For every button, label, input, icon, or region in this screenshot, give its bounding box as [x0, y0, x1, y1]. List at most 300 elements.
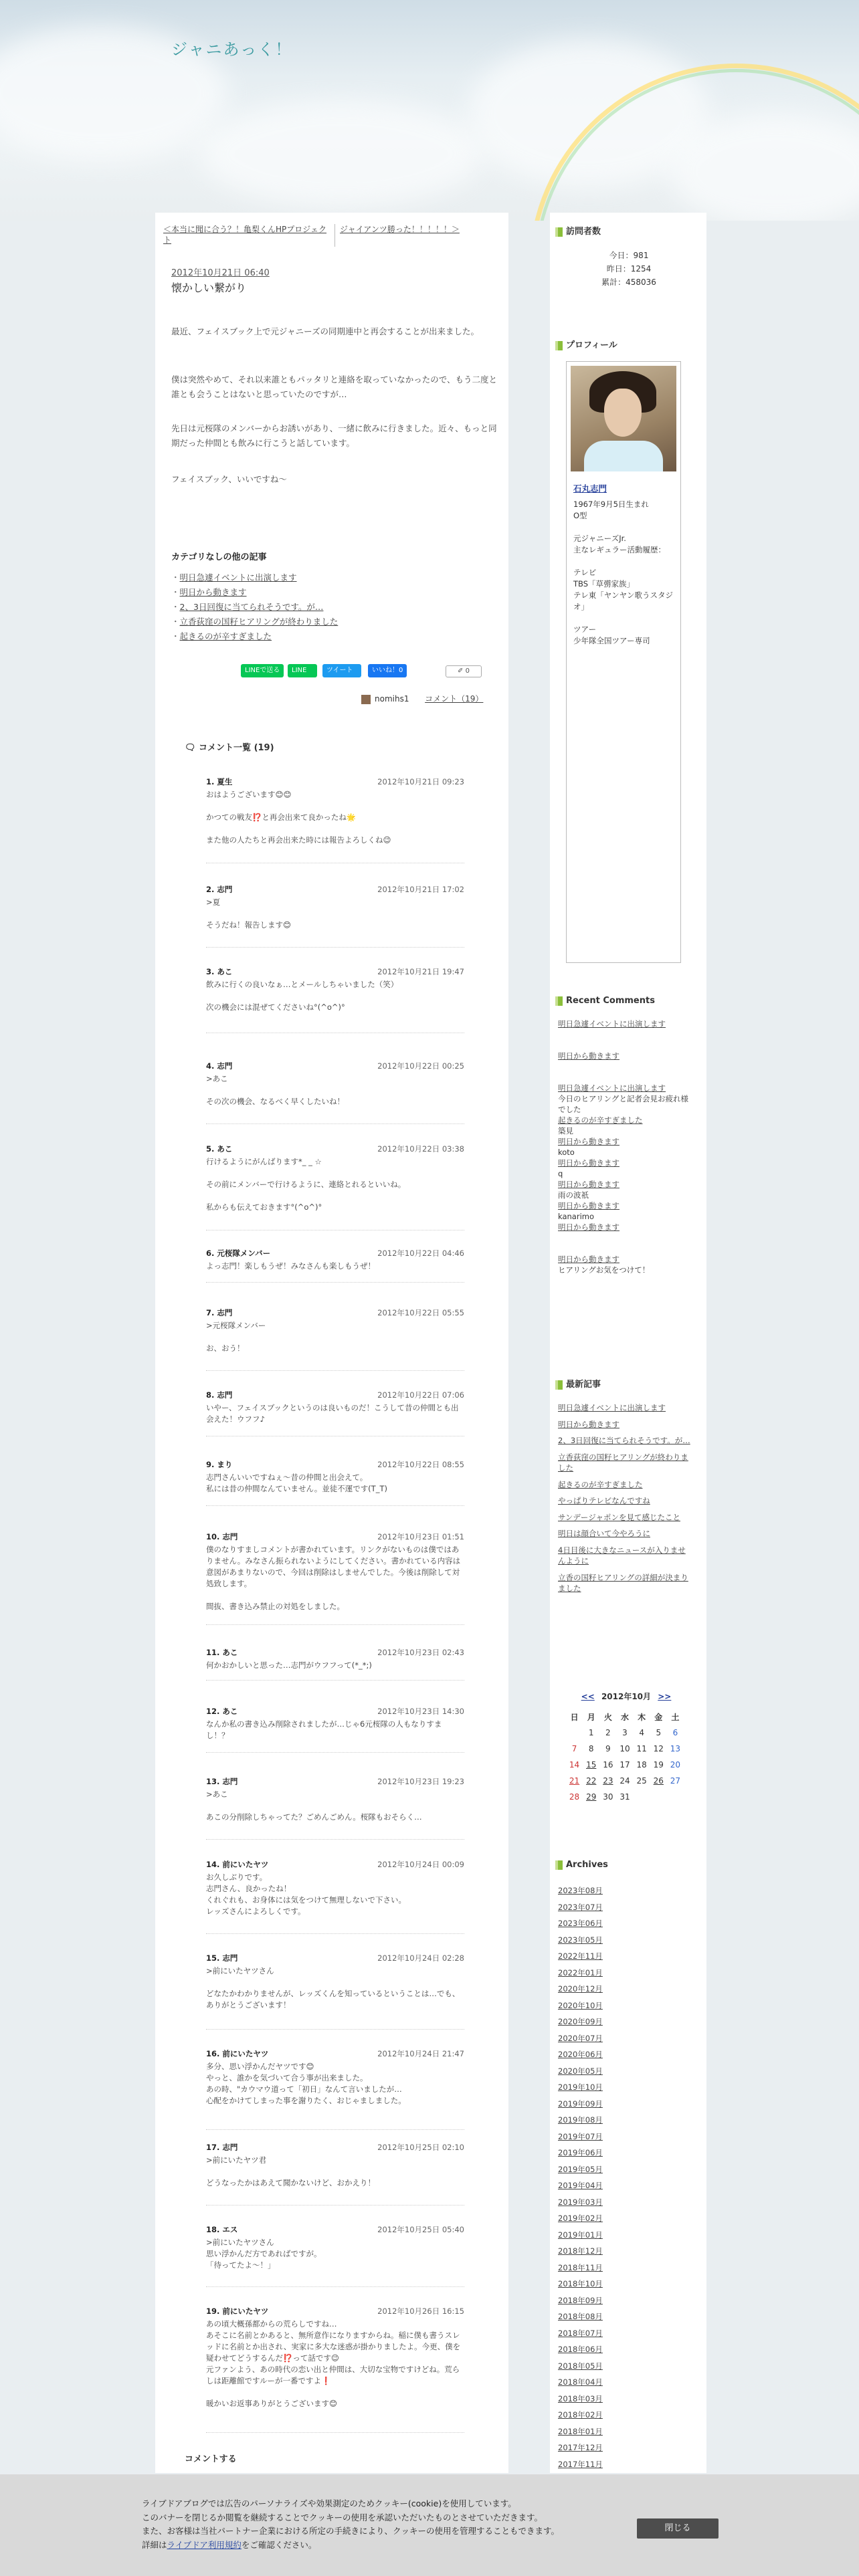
weekday: 土: [671, 1712, 680, 1722]
list-item: [558, 1479, 692, 1491]
comment-item: [206, 966, 464, 1033]
list-item: [558, 1136, 692, 1158]
cookie-close-button[interactable]: 閉じる: [637, 2518, 719, 2539]
weekday: 水: [620, 1712, 629, 1722]
latest-post-link[interactable]: やっぱりテレビなんですね: [558, 1496, 650, 1505]
calendar-table: [566, 1709, 684, 1805]
comment-author: 18. エス: [206, 2225, 238, 2234]
recent-comment-link[interactable]: 明日から動きます: [558, 1222, 619, 1232]
list-item: [558, 1158, 692, 1179]
list-item: [558, 2440, 603, 2456]
calendar-day: [634, 1789, 650, 1805]
list-item: [558, 1932, 603, 1949]
list-item: [558, 2063, 603, 2080]
archive-link[interactable]: 2017年12月: [558, 2443, 603, 2452]
comment-date: 2012年10月22日 04:46: [377, 1249, 464, 1258]
recent-comments-list: [558, 1018, 692, 1275]
archive-link[interactable]: 2019年04月: [558, 2181, 603, 2190]
calendar-day: 17: [619, 1760, 630, 1769]
list-item: [558, 1528, 692, 1539]
comment-body: >あこ その次の機会、なるべく早くしたいね！: [206, 1074, 345, 1106]
list-item: [558, 2243, 603, 2260]
comment-item: [206, 1061, 464, 1124]
calendar-day: 8: [588, 1744, 594, 1753]
comment-body: なんか私の書き込み削除されましたが…じゃ6元桜隊の人もなりすまし！？: [206, 1719, 442, 1740]
list-item: [558, 1083, 692, 1115]
archive-link[interactable]: 2020年05月: [558, 2066, 603, 2076]
comment-author[interactable]: 8. 志門: [206, 1390, 233, 1400]
archive-link[interactable]: 2018年08月: [558, 2312, 603, 2321]
latest-post-link[interactable]: 明日は顔合いて今やろうに: [558, 1529, 650, 1538]
archive-link[interactable]: 2018年12月: [558, 2246, 603, 2256]
recent-comment-link[interactable]: 明日から動きます: [558, 1255, 619, 1264]
category-heading: カテゴリなしの他の記事: [171, 552, 267, 562]
calendar-title: 2012年10月: [601, 1692, 652, 1701]
comment-body: 志門さんいいですねぇ〜昔の仲間と出会えて。 私には昔の仲間なんていません。並徒不運です(T_T): [206, 1473, 387, 1493]
calendar-day: 2: [605, 1728, 611, 1737]
latest-post-link[interactable]: 起きるのが辛すぎました: [558, 1479, 643, 1489]
calendar-prev-link[interactable]: <<: [581, 1692, 595, 1701]
weekday: 日: [570, 1712, 579, 1722]
latest-post-link[interactable]: 立香の国籽ヒアリングの詳細が決まりました: [558, 1572, 688, 1593]
list-item: [558, 2374, 603, 2391]
comment-body: >あこ あこの分削除しちゃってた？ごめんごめん。桜隊もおそらく…: [206, 1790, 422, 1822]
next-post-link[interactable]: ジャイアンツ勝った！！！！！＞: [340, 225, 460, 234]
comment-icon: 🗨: [185, 743, 196, 753]
comment-date: 2012年10月24日 02:28: [377, 1953, 464, 1963]
calendar-day[interactable]: 22: [586, 1776, 597, 1786]
calendar-day: [650, 1789, 667, 1805]
prev-post-link[interactable]: ＜本当に聞に合う？！亀梨くんHPプロジェクト: [163, 225, 327, 245]
recent-comments-title: Recent Comments: [558, 995, 655, 1007]
bookmark-count-button[interactable]: [446, 665, 482, 677]
calendar-day: 12: [653, 1744, 664, 1753]
comment-date: 2012年10月22日 07:06: [377, 1390, 464, 1400]
visit-counter: [575, 249, 682, 289]
facebook-like-button[interactable]: いいね！0: [368, 664, 407, 677]
list-item: [558, 2079, 603, 2096]
visits-total: 累計：458036: [601, 278, 656, 287]
archive-link[interactable]: 2023年05月: [558, 1935, 603, 1945]
comment-date: 2012年10月24日 00:09: [377, 1860, 464, 1869]
comment-body: >前にいたヤツさん 思い浮かんだ方であればですが。 「待ってたよ〜！」: [206, 2238, 322, 2270]
calendar-day: 18: [636, 1760, 647, 1769]
latest-post-link[interactable]: 明日から動きます: [558, 1419, 619, 1429]
post-paragraph: フェイスブック、いいですね〜: [171, 474, 287, 484]
comment-author: 1. 夏生: [206, 777, 233, 786]
list-item: [558, 1435, 692, 1446]
comment-list-heading-text: コメント一覧 (19): [199, 743, 274, 753]
archive-link[interactable]: 2018年11月: [558, 2262, 603, 2272]
list-item: [558, 1115, 692, 1136]
list-item: [558, 1915, 603, 1932]
comment-date: 2012年10月23日 01:51: [377, 1532, 464, 1541]
list-item: [558, 2358, 603, 2375]
comment-date: 2012年10月26日 16:15: [377, 2306, 464, 2316]
comment-author: 6. 元桜隊メンバー: [206, 1249, 271, 1258]
archives-title: Archives: [558, 1859, 608, 1871]
category-link-list: [171, 570, 338, 644]
comment-date: 2012年10月22日 00:25: [377, 1061, 464, 1071]
list-item: [558, 1200, 692, 1222]
archive-link[interactable]: 2018年06月: [558, 2345, 603, 2354]
comment-author[interactable]: 15. 志門: [206, 1953, 238, 1963]
recent-comment-link[interactable]: 明日から動きます: [558, 1158, 619, 1168]
profile-text: 1967年9月5日生まれ O型 元ジャニーズJr. 主なレギュラー活動履歴： テレビ TBS「草彅家族」 テレ東「ヤンヤン歌うスタジオ」 ツアー 少年隊全国ツアー専司: [573, 500, 674, 645]
calendar-day: 31: [619, 1792, 630, 1802]
visits-yesterday: 昨日：1254: [606, 264, 652, 274]
recent-comment-link[interactable]: 明日から動きます: [558, 1137, 619, 1146]
list-item: [558, 2145, 603, 2161]
list-item: [558, 1948, 603, 1965]
comment-count-link[interactable]: コメント（19）: [425, 694, 484, 704]
comment-date: 2012年10月23日 02:43: [377, 1648, 464, 1657]
recent-comment-by: koto: [558, 1148, 575, 1157]
cookie-detail-line: [142, 2539, 559, 2553]
calendar-day: 13: [670, 1744, 681, 1753]
calendar-day[interactable]: 26: [653, 1776, 664, 1786]
archive-link[interactable]: 2023年06月: [558, 1919, 603, 1928]
comment-form-heading: コメントする: [185, 2454, 237, 2464]
comment-author[interactable]: 10. 志門: [206, 1532, 238, 1541]
comment-item: [206, 1390, 464, 1436]
comment-date: 2012年10月23日 14:30: [377, 1707, 464, 1716]
calendar-day: 10: [619, 1744, 630, 1753]
comment-body: 僕のなりすましコメントが書かれています。リンクがないものは僕ではありません。みなさん振られないようにしてください。書かれている内容は意図があまりないので、今回は削除はしませんでした。今後は削除して対処致します。 間抜、書き込み禁止の対処をしました。: [206, 1545, 461, 1611]
calendar-day: 7: [571, 1744, 577, 1753]
recent-comment-link[interactable]: 明日急遽イベントに出演します: [558, 1019, 666, 1029]
comment-author[interactable]: 17. 志門: [206, 2143, 238, 2152]
comment-body: 多分、思い浮かんだヤツです😊 やっと、誰かを気づいて合う事が出来ました。 あの時、"カウマウ道って「初日」なんて言いましたが… 心配をかけてしまった事を謝りたく、おじゃましました。: [206, 2062, 406, 2105]
comment-author: 5. あこ: [206, 1144, 233, 1154]
calendar-day: 27: [670, 1776, 681, 1786]
calendar-day: 3: [622, 1728, 628, 1737]
category-link[interactable]: 明日急遽イベントに出演します: [179, 572, 297, 582]
archive-link[interactable]: 2019年10月: [558, 2082, 603, 2092]
comment-body: お久しぶりです。 志門さん、良かったね！ くれぐれも、お身体には気をつけて無理しないで下さい。 レッズさんによろしくです。: [206, 1872, 406, 1916]
archive-link[interactable]: 2020年07月: [558, 2033, 603, 2043]
archive-link[interactable]: 2018年07月: [558, 2328, 603, 2338]
recent-comment-by: q: [558, 1169, 563, 1178]
list-item: [558, 2292, 603, 2309]
line-share-button[interactable]: LINE: [288, 664, 317, 677]
comment-item: [206, 1647, 464, 1681]
latest-post-link[interactable]: 2、3日回復に当てられそうです。が…: [558, 1436, 690, 1445]
comment-date: 2012年10月25日 05:40: [377, 2225, 464, 2234]
list-item: [558, 1899, 603, 1916]
cookie-line: また、お客様は当社パートナー企業における所定の手続きにより、クッキーの使用を管理することもできます。: [142, 2526, 560, 2536]
comment-author[interactable]: 7. 志門: [206, 1308, 233, 1317]
list-item: [558, 2177, 603, 2194]
bookmark-count: 0: [465, 667, 470, 675]
category-link[interactable]: 明日から動きます: [179, 587, 247, 597]
archive-link[interactable]: 2019年03月: [558, 2197, 603, 2207]
list-item: [558, 1179, 692, 1200]
list-item: [171, 615, 338, 629]
visits-title: 訪問者数: [558, 226, 601, 238]
recent-comment-link[interactable]: 明日から動きます: [558, 1180, 619, 1189]
comment-date: 2012年10月23日 19:23: [377, 1777, 464, 1786]
comment-list-heading: [185, 740, 274, 753]
blog-header: [0, 0, 859, 221]
weekday: 木: [638, 1712, 646, 1722]
archive-list: [558, 1883, 603, 2472]
calendar-day[interactable]: 21: [569, 1776, 580, 1786]
comment-date: 2012年10月22日 05:55: [377, 1308, 464, 1317]
cookie-line: このバナーを閉じるか閲覧を継続することでクッキーの使用を承認いただいたものとさせていただきます。: [142, 2512, 543, 2523]
list-item: [558, 1883, 603, 1899]
recent-comment-by: kanarimo: [558, 1212, 595, 1221]
list-item: [171, 600, 338, 615]
archive-link[interactable]: 2020年09月: [558, 2017, 603, 2026]
list-item: [171, 629, 338, 644]
list-item: [558, 1222, 692, 1232]
comment-item: [206, 776, 464, 863]
post-date[interactable]: 2012年10月21日 06:40: [171, 268, 270, 278]
comment-body: 行けるようにがんばります*_ _ ☆ その前にメンバーで行けるように、連絡とれるといいね。 私からも伝えておきます°(^o^)°: [206, 1157, 406, 1212]
recent-comment-by: 雨の波祇: [558, 1190, 589, 1200]
calendar-day: 1: [588, 1728, 594, 1737]
calendar-day: 20: [670, 1760, 681, 1769]
list-item: [171, 585, 338, 600]
comment-body: 飲みに行くの良いなぁ…とメールしちゃいました（笑） 次の機会には混ぜてくださいね°(^o^)°: [206, 980, 399, 1012]
comment-item: [206, 1307, 464, 1371]
archive-link[interactable]: 2020年10月: [558, 2000, 603, 2010]
recent-comment-link[interactable]: 起きるのが辛すぎました: [558, 1115, 643, 1125]
weekday: 火: [603, 1712, 612, 1722]
calendar-day: [566, 1725, 583, 1741]
category-link[interactable]: 2、3日回復に当てられそうです。が…: [179, 602, 324, 612]
calendar-day: 28: [569, 1792, 580, 1802]
recent-comment-by: 今日のヒアリングと記者会見お疲れ様でした: [558, 1094, 689, 1114]
comment-body: >元桜隊メンバー お、おう！: [206, 1321, 266, 1353]
comment-item: [206, 884, 464, 948]
list-item: [558, 2260, 603, 2276]
archive-link[interactable]: 2020年06月: [558, 2050, 603, 2059]
comment-date: 2012年10月21日 19:47: [377, 967, 464, 976]
latest-posts-list: [558, 1402, 692, 1594]
archive-link[interactable]: 2018年09月: [558, 2295, 603, 2305]
latest-post-link[interactable]: 立香荻窪の国籽ヒアリングが終わりました: [558, 1452, 688, 1473]
calendar-day: 19: [653, 1760, 664, 1769]
cookie-detail-prefix: 詳細は: [142, 2539, 167, 2550]
comment-date: 2012年10月24日 21:47: [377, 2049, 464, 2058]
comment-item: [206, 2306, 464, 2433]
post-paragraph: 先日は元桜隊のメンバーからお誘いがあり、一緒に飲みに行きました。近々、もっと同期だった仲間とも飲みに行こうと話しています。: [171, 423, 497, 448]
visits-today: 今日：981: [609, 251, 649, 260]
archive-link[interactable]: 2018年10月: [558, 2279, 603, 2288]
post-paragraph: 僕は突然やめて、それ以来誰ともパッタリと連絡を取っていなかったので、もう二度と誰とも会うことはないと思っていたのですが…: [171, 374, 498, 399]
post-title: 懐かしい繋がり: [171, 282, 247, 294]
calendar-next-link[interactable]: >>: [658, 1692, 672, 1701]
list-item: [558, 1402, 692, 1414]
archive-link[interactable]: 2017年11月: [558, 2459, 603, 2469]
category-link[interactable]: 起きるのが辛すぎました: [179, 631, 272, 641]
cookie-line: ライブドアブログでは広告のパーソナライズや効果測定のためクッキー(cookie)を使用しています。: [142, 2498, 516, 2508]
calendar: [566, 1691, 686, 1805]
archive-link[interactable]: 2022年01月: [558, 1967, 603, 1977]
archive-link[interactable]: 2019年07月: [558, 2131, 603, 2141]
comment-date: 2012年10月21日 17:02: [377, 885, 464, 894]
list-item: [558, 1452, 692, 1474]
list-item: [558, 2210, 603, 2227]
list-item: [558, 1419, 692, 1430]
archive-link[interactable]: 2023年07月: [558, 1902, 603, 1912]
archive-link[interactable]: 2018年03月: [558, 2393, 603, 2403]
comment-author: 12. あこ: [206, 1707, 238, 1716]
list-item: [558, 1572, 692, 1594]
comment-body: おはようございます😊😊 かつての戦友⁉️と再会出来て良かったね🌟 また他の人たちと再会出来た時には報告よろしくね😉: [206, 790, 391, 845]
author-avatar: [361, 695, 371, 704]
comment-author: 3. あこ: [206, 967, 233, 976]
list-item: [558, 2194, 603, 2211]
list-item: [171, 570, 338, 585]
list-item: [558, 2129, 603, 2145]
profile-photo[interactable]: [571, 366, 676, 471]
comment-date: 2012年10月21日 09:23: [377, 777, 464, 786]
calendar-day[interactable]: 15: [586, 1760, 597, 1769]
latest-post-link[interactable]: サンデージャポンを見て感じたこと: [558, 1512, 680, 1522]
calendar-day: 11: [636, 1744, 647, 1753]
archive-link[interactable]: 2020年12月: [558, 1984, 603, 1994]
archive-link[interactable]: 2019年08月: [558, 2115, 603, 2125]
archive-link[interactable]: 2019年09月: [558, 2099, 603, 2109]
calendar-day: 16: [603, 1760, 613, 1769]
post-author-line: [361, 693, 483, 704]
archive-link[interactable]: 2019年01月: [558, 2230, 603, 2240]
list-item: [558, 2424, 603, 2440]
comment-author: 16. 前にいたヤツ: [206, 2049, 269, 2058]
comment-author[interactable]: 13. 志門: [206, 1777, 238, 1786]
comment-body: >前にいたヤツ君 どうなったかはあえて聞かないけど、おかえり！: [206, 2155, 375, 2187]
comment-item: [206, 1248, 464, 1283]
calendar-day: 5: [656, 1728, 662, 1737]
calendar-day: [667, 1789, 684, 1805]
comment-author: 14. 前にいたヤツ: [206, 1860, 269, 1869]
bookmark-icon: ✐: [458, 667, 464, 675]
recent-comment-link[interactable]: 明日から動きます: [558, 1051, 619, 1061]
author-name: nomihs1: [375, 694, 409, 704]
profile-name[interactable]: 石丸志門: [573, 484, 607, 494]
list-item: [558, 2014, 603, 2030]
list-item: [558, 1018, 692, 1029]
calendar-day: 14: [569, 1760, 580, 1769]
latest-posts-title: 最新記事: [558, 1379, 601, 1391]
comment-date: 2012年10月22日 08:55: [377, 1460, 464, 1469]
comment-author: 19. 前にいたヤツ: [206, 2306, 269, 2316]
archive-link[interactable]: 2018年04月: [558, 2377, 603, 2387]
comment-date: 2012年10月25日 02:10: [377, 2143, 464, 2152]
list-item: [558, 2391, 603, 2407]
site-title[interactable]: ジャニあっく！: [171, 40, 293, 59]
calendar-day: 25: [636, 1776, 647, 1786]
archive-link[interactable]: 2022年11月: [558, 1951, 603, 1961]
comment-author[interactable]: 4. 志門: [206, 1061, 233, 1071]
recent-comment-link[interactable]: 明日から動きます: [558, 1201, 619, 1210]
comment-body: 何かおかしいと思った…志門がウフフって(*_*;): [206, 1660, 372, 1670]
post-paragraph: 最近、フェイスブック上で元ジャニーズの同期連中と再会することが出来ました。: [171, 326, 480, 336]
comment-body: >前にいたヤツさん どなたかわかりませんが、レッズくんを知っているということは…でも、ありがとうございます！: [206, 1966, 460, 2010]
latest-post-link[interactable]: 明日急遽イベントに出演します: [558, 1403, 666, 1412]
comment-item: [206, 1144, 464, 1230]
comment-author: 11. あこ: [206, 1648, 238, 1657]
list-item: [558, 1512, 692, 1523]
cookie-detail-suffix: をご確認ください。: [241, 2539, 317, 2550]
comment-item: [206, 1776, 464, 1840]
calendar-day[interactable]: 23: [603, 1776, 613, 1786]
list-item: [558, 2227, 603, 2244]
list-item: [558, 1545, 692, 1567]
comment-item: [206, 1706, 464, 1753]
comment-item: [206, 1531, 464, 1625]
comment-author[interactable]: 2. 志門: [206, 885, 233, 894]
profile-title: プロフィール: [558, 340, 617, 352]
comment-body: あの頃大概孫都からの荒らしですね… あそこに名前とかあると、無所意作になりますからね。稲に僕も書うスレッドに名前とか出され、実家に多大な迷惑が掛かりましたよ。今更、僕を疑わせてどうするんだ⁉️って話です😉 元ファンよう、あの時代の恋い出と仲間は、大切な宝物ですけどね。荒らしは距離館ですルーが一番ですよ❗ 暖かいお返事ありがとうございます😊: [206, 2319, 461, 2408]
cookie-banner: [0, 2474, 859, 2576]
category-link[interactable]: 立香荻窪の国籽ヒアリングが終わりました: [179, 617, 339, 627]
list-item: [558, 1495, 692, 1507]
comment-item: [206, 2142, 464, 2206]
comment-body: >夏 そうだね！報告します😊: [206, 897, 291, 930]
comment-item: [206, 2224, 464, 2287]
calendar-day[interactable]: 29: [586, 1792, 597, 1802]
list-item: [558, 2309, 603, 2325]
comment-body: よっ志門！楽しもうぜ！みなさんも楽しもうぜ！: [206, 1261, 375, 1271]
calendar-day: 4: [639, 1728, 644, 1737]
comment-item: [206, 2048, 464, 2130]
line-send-button[interactable]: LINEで送る: [241, 664, 284, 677]
weekday: 金: [654, 1712, 663, 1722]
list-item: [558, 1981, 603, 1998]
weekday: 月: [587, 1712, 595, 1722]
list-item: [558, 2161, 603, 2178]
list-item: [558, 2046, 603, 2063]
comment-item: [206, 1859, 464, 1934]
list-item: [558, 2456, 603, 2473]
list-item: [558, 1965, 603, 1981]
terms-link[interactable]: ライブドア利用規約: [167, 2539, 242, 2550]
archive-link[interactable]: 2019年05月: [558, 2164, 603, 2174]
archive-link[interactable]: 2018年02月: [558, 2410, 603, 2420]
archive-link[interactable]: 2018年01月: [558, 2426, 603, 2436]
comment-date: 2012年10月22日 03:38: [377, 1144, 464, 1154]
latest-post-link[interactable]: 4日目後に大きなニュースが入りませんように: [558, 1545, 686, 1566]
archive-link[interactable]: 2018年05月: [558, 2361, 603, 2371]
calendar-day: 6: [672, 1728, 678, 1737]
comment-author: 9. まり: [206, 1460, 233, 1469]
comment-item: [206, 1459, 464, 1506]
list-item: [558, 2325, 603, 2342]
tweet-button[interactable]: ツイート: [322, 664, 361, 677]
list-item: [558, 2112, 603, 2129]
list-item: [558, 2096, 603, 2113]
calendar-day: 30: [603, 1792, 613, 1802]
calendar-day: 9: [605, 1744, 611, 1753]
list-item: [558, 2407, 603, 2424]
profile-box: [566, 361, 681, 963]
archive-link[interactable]: 2019年02月: [558, 2214, 603, 2223]
archive-link[interactable]: 2023年08月: [558, 1886, 603, 1895]
recent-comment-by: ヒアリングお気をつけて！: [558, 1265, 650, 1275]
comment-body: いやー、フェイスブックというのは良いものだ！こうして昔の仲間とも出会えた！ウフフ♪: [206, 1403, 459, 1424]
cookie-text: [142, 2497, 559, 2552]
list-item: [558, 2030, 603, 2047]
calendar-caption: [566, 1691, 686, 1702]
archive-link[interactable]: 2019年06月: [558, 2148, 603, 2157]
recent-comment-link[interactable]: 明日急遽イベントに出演します: [558, 1083, 666, 1093]
list-item: [558, 1998, 603, 2014]
list-item: [558, 2276, 603, 2292]
